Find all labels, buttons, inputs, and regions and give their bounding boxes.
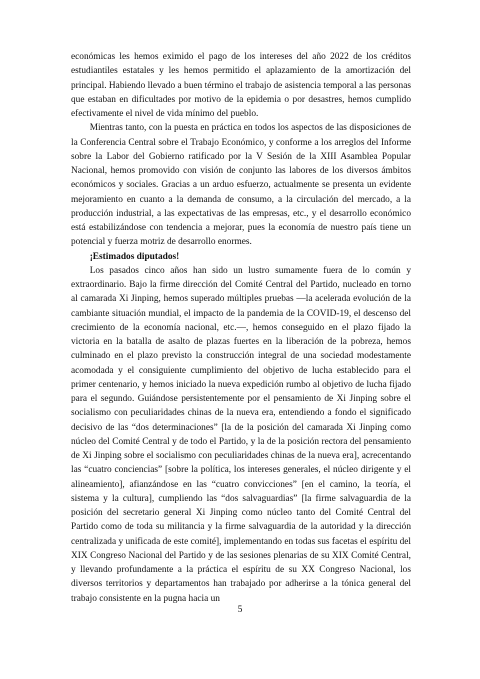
document-page — [71, 50, 411, 606]
paragraph-five-years: Los pasados cinco años han sido un lustro sumamente fuera de lo común y extraordinario. Bajo la firme dirección del Comité Central del Partido, nucleado en torno al camarada Xi Jinping, hemos superado múltiples pruebas —la acelerada evolución de la cambiante situación mundial, el impacto de la pandemia de la COVID-19, el descenso del crecimiento de la economía nacional, etc.—, hemos conseguido en el plazo fijado la victoria en la batalla de asalto de plazas fuertes en la liberación de la pobreza, hemos culminado en el plazo previsto la construcción integral de una sociedad modestamente acomodada y el consiguiente cumplimiento del objetivo de lucha establecido para el primer centenario, y hemos iniciado la nueva expedición rumbo al objetivo de lucha fijado para el segundo. Guiándose persistentemente por el pensamiento de Xi Jinping sobre el socialismo con peculiaridades chinas de la nueva era, entendiendo a fondo el significado decisivo de las “dos determinaciones” [la de la posición del camarada Xi Jinping como núcleo del Comité Central y de todo el Partido, y la de la posición rectora del pensamiento de Xi Jinping sobre el socialismo con peculiaridades chinas de la nueva era], acrecentando las “cuatro conciencias” [sobre la política, los intereses generales, el núcleo dirigente y el alineamiento], afianzándose en las “cuatro convicciones” [en el camino, la teoría, el sistema y la cultura], cumpliendo las “dos salvaguardias” [la firme salvaguardia de la posición del secretario general Xi Jinping como núcleo tanto del Comité Central del Partido como de toda su militancia y la firme salvaguardia de la autoridad y la dirección centralizada y unificada de este comité], implementando en todas sus facetas el espíritu del XIX Congreso Nacional del Partido y de las sesiones plenarias de su XIX Comité Central, y llevando profundamente a la práctica el espíritu de su XX Congreso Nacional, los diversos territorios y departamentos han trabajado por adherirse a la tónica general del trabajo consistente en la pugna hacia un — [71, 265, 411, 604]
page-number: 5 — [237, 605, 243, 615]
paragraph-economic-work: Mientras tanto, con la puesta en práctica en todos los aspectos de las disposiciones de la Conferencia Central sobre el Trabajo Económico, y conforme a los arreglos del Informe sobre la Labor del Gobierno ratificado por la V Sesión de la XIII Asamblea Popular Nacional, hemos promovido con visión de conjunto las labores de los diversos ámbitos económicos y sociales. Gracias a un arduo esfuerzo, actualmente se presenta un evidente mejoramiento en cuanto a la demanda de consumo, a la circulación del mercado, a la producción industrial, a las expectativas de las empresas, etc., y el desarrollo económico está estabilizándose con tendencia a mejorar, pues la economía de nuestro país tiene un potencial y fuerza motriz de desarrollo enormes. — [71, 123, 411, 248]
paragraph-student-loans: económicas les hemos eximido el pago de los intereses del año 2022 de los créditos estudiantiles estatales y les hemos permitido el aplazamiento de la amortización del principal. Habiendo llevado a buen término el trabajo de asistencia temporal a las personas que estaban en dificultades por motivo de la epidemia o por desastres, hemos cumplido efectivamente el nivel de vida mínimo del pueblo. — [71, 52, 411, 119]
section-heading: ¡Estimados diputados! — [89, 251, 180, 262]
